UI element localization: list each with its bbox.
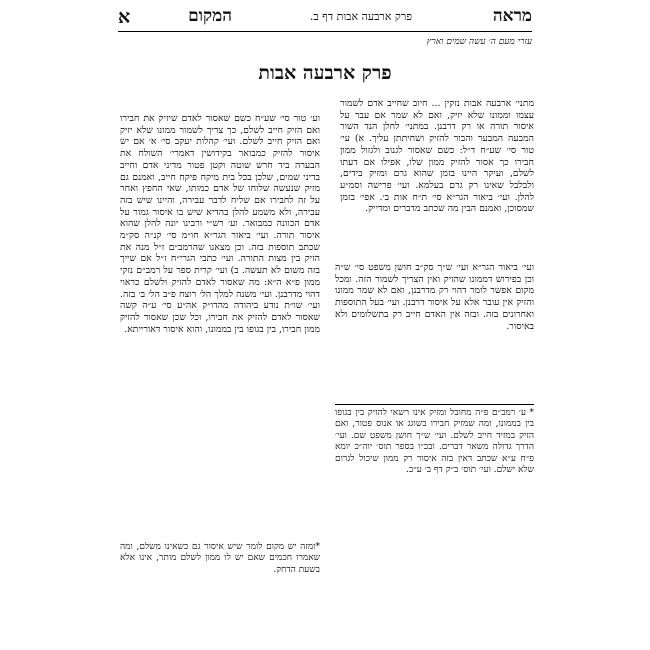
- footnote-paragraph: * ע׳ רמב״ם פ״ה מחובל ומזיק אינו רשאי להזיק בין בגופו בין בממונו, ומה שמזיק חבירו בשוגג או אנוס פטור, ואם הזיק במזיד חייב לשלם. ועי׳ ש״ך חושן משפט שם. ועי׳ הדרך גדולה משאר דברים. ובכ״ו בספר תוס׳ יוה״כ יומא פ״ח ע״א שכתב דאין בזה איסור רק ממון שיכול לגרום שלא ישלם. ועי׳ תוס׳ ב״ק דף ב׳ ע״ב.: [335, 408, 534, 476]
- right-column-paragraph: מתני׳ ארבעה אבות נזקין ... חיוב שחייב אדם לשמור עצמו וממונו שלא יזיק, ואם לא שמר אם עבר על איסור תורה או רק דרבנן. במתני׳ לחלן הנד השור המבעה המבער והבור להזיק ושחיתתן עליך. א) עי׳ טור סי׳ שע״ח ד״ל: כשם שאסור לגנוב ולגזול ממון חבירו כך אסור להזיק ממון שלו, אפילו אם דעתו לשלם, ועיקר היינו בזמן שהוא גרם ומזיק בידים, ולבלבל שאינו רק גרם בעלמא. ועי׳ פרישה וסמ״ע להלן. ועי׳ ביאור הגר״א סי׳ ת״ח אות ב׳. אפי׳ בזמן שמסוכן, ואמנם הבין מה שכתב מדברים ומדייק.: [340, 98, 534, 215]
- left-column-paragraph: וע׳ טור סי׳ שע״ח כשם שאסור לאדם שיזיק את חבירו ואם הזיק חייב לשלם, כך צריך לשמור ממונו שלא יזיק ואם הזיק חייב לשלם. ועי׳ קהלות יעקב סי׳ א׳ אם יש איסור להזיק כמבואר בקידושין דאמרי׳ השולח את הבערה ביד חרש שוטה וקטן פטור מדיני אדם וחייב בדיני שמים, שלכן בכל בית מיקח פיקח חייב, ואמנם גם מזיק שנעשה שלוחו של אדם כמותו, שאי החפץ ואחר על זה לחבירו אם שליח לדבר עבירה, והיינו שיש בזה עבירה, ולא משמע להלן בהדיא שיש בו איסור גמור על אדם הכוונה כמבואר. וע׳ רש״י ורבינו יונה להלן שהוא איסור תורה. ועי׳ ביאור הגר״א חו״מ סי׳ קנ״ה סק״מ שכתב תוספות בזה. וכן מצאנו שהרמב״ם ז״ל מנה את הזיק בין מצות התורה. ועי׳ כתבי הגרי״ח ז״ל אם שייך בזה משום לא תעשה. ב) ועי׳ קרית ספר על רמב״ם נזקי ממון פ״א ה״א: מה שאסור לאדם להזיק ולשלם כראוי דהוי מדרבנן. ועי׳ משנה למלך הל׳ רוצח פ״ב הל׳ ב׳ בזה. ועי׳ שו״ת נודע ביהודה מהדו״ק אה״ע סי׳ ע״ה קשה שאסור לאדם להזיק את חבירו, וכל שכן שאסור להזיק ממון חבירו, בין בגופו בין בממונו, והוא איסור דאורייתא.: [120, 113, 320, 335]
- left-note-paragraph: *ומזה יש מקום לומר שיש איסור גם כשאינו משלם, ומה שאמרו חכמים שאם יש לו ממון לשלם מותר, אינו אלא בשעת הדחק.: [120, 542, 320, 575]
- ezer-line: עזרי מעם ה׳ עשה שמים וארץ: [426, 37, 532, 47]
- header-mareh: מראה: [492, 6, 532, 26]
- footnote-divider: [335, 404, 534, 405]
- left-note-text: [120, 542, 320, 582]
- page-header: [118, 6, 532, 28]
- right-column-text-2: [335, 262, 534, 402]
- chapter-title: פרק ארבעה אבות: [258, 62, 392, 84]
- left-column-text: [120, 113, 320, 538]
- header-letter: א: [118, 6, 131, 28]
- header-makom: המקום: [188, 6, 232, 26]
- header-daf: פרק ארבעה אבות דף ב.: [309, 10, 412, 23]
- right-column-paragraph-2: ועי׳ ביאור הגר״א ועי׳ ש״ך סק״ב חושן משפט סי׳ ש״ה וכן בפירוש דממונו שהזיק ואין הצריך לשמור הזה. ומכל מקום אפשר לומר דהוי רק מדרבנן, ואם לא שמר ממונו והזיק אין עובר אלא על איסור דרבנן. ועי׳ בעל התוספות ואחרונים בזה. ובזה אין האדם חייב רק בתשלומים ולא באיסור.: [335, 262, 534, 332]
- right-column-text: [340, 98, 534, 258]
- header-rule: [118, 31, 532, 32]
- footnote-text: [335, 408, 534, 578]
